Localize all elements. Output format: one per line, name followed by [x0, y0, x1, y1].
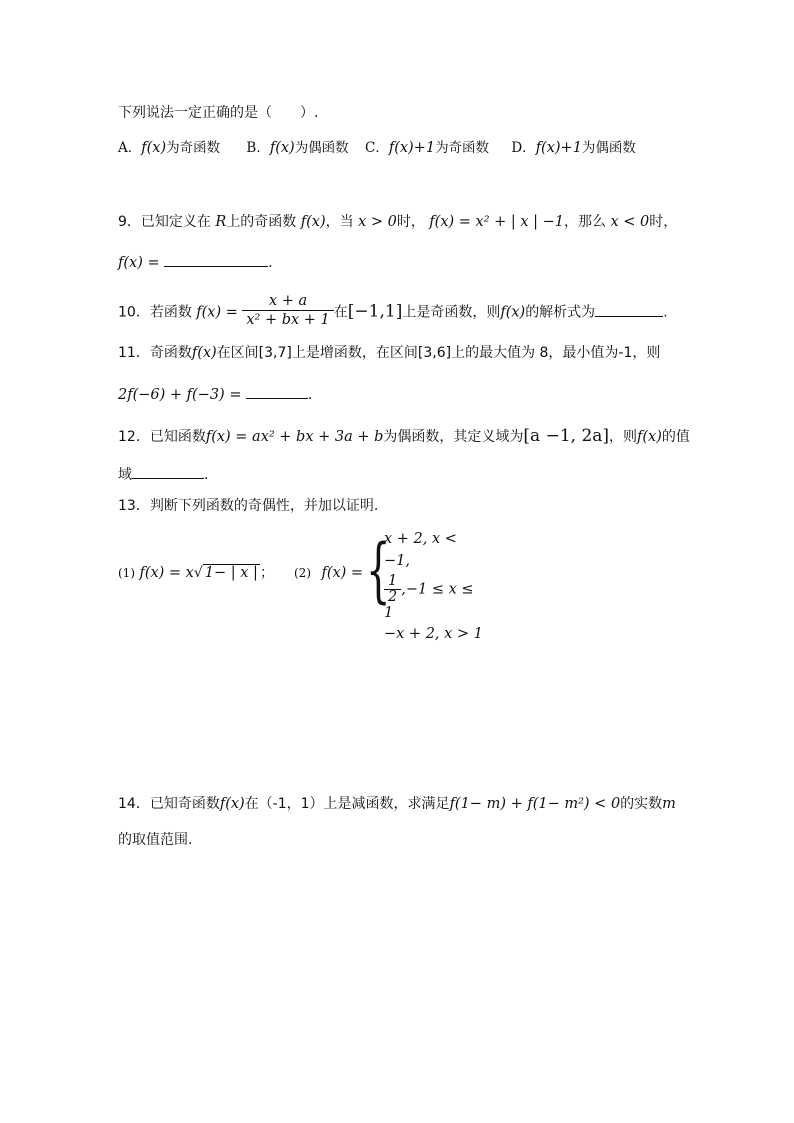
- q13-part2: (2) f(x) =: [294, 565, 364, 581]
- case-3: −x + 2, x > 1: [384, 626, 483, 642]
- q11-line1: 11．奇函数f(x)在区间[3,7]上是增函数，在区间[3,6]上的最大值为 8，最小值为-1，则: [118, 345, 661, 361]
- q12-line2: 域 .: [118, 464, 208, 485]
- q12-line1: 12．已知函数f(x) = ax² + bx + 3a + b为偶函数，其定义域为[a −1, 2a]，则f(x)的值: [118, 426, 690, 446]
- answer-blank[interactable]: [595, 302, 663, 317]
- option-b: B．f(x)为偶函数: [246, 140, 349, 156]
- case-1: x + 2, x < −1,: [384, 531, 457, 569]
- q10-fraction: $\frac{x + a}{\text{x² + bx + 1}}$: [242, 292, 333, 329]
- option-d: D．f(x)+1为偶函数: [511, 140, 636, 156]
- q14-line1: 14．已知奇函数f(x)在（-1，1）上是减函数，求满足f(1− m) + f(1− m²) < 0的实数m: [118, 796, 676, 812]
- piecewise-function: [366, 528, 486, 642]
- q11-line2: 2f(−6) + f(−3) = .: [118, 384, 312, 405]
- answer-blank[interactable]: [164, 252, 268, 267]
- option-a: A．f(x)为奇函数: [118, 140, 221, 156]
- q8-stem: 下列说法一定正确的是（ ）.: [118, 105, 319, 121]
- q13-part1: (1) f(x) = x√ 1− | x | ；: [118, 565, 274, 581]
- q9-line2: f(x) = .: [118, 252, 273, 273]
- q8-options: [118, 138, 636, 158]
- answer-blank[interactable]: [132, 464, 204, 479]
- answer-blank[interactable]: [246, 384, 308, 399]
- q13-stem: 13．判断下列函数的奇偶性，并加以证明.: [118, 498, 379, 514]
- q10-line: 10．若函数 f(x) = $\frac{x + a}{\text{x² + bx + 1}}$ 在[−1,1]上是奇函数，则f(x)的解析式为 .: [118, 293, 668, 328]
- option-c: C．f(x)+1为奇函数: [364, 140, 490, 156]
- q14-line2: 的取值范围.: [118, 832, 193, 848]
- case-2: $\frac{1}{2}$ ,−1 ≤ x ≤ 1: [384, 573, 474, 621]
- q9-line1: 9．已知定义在 R上的奇函数 f(x)，当 x > 0时， f(x) = x² + | x | −1，那么 x < 0时，: [118, 214, 678, 230]
- left-brace: {: [366, 529, 391, 611]
